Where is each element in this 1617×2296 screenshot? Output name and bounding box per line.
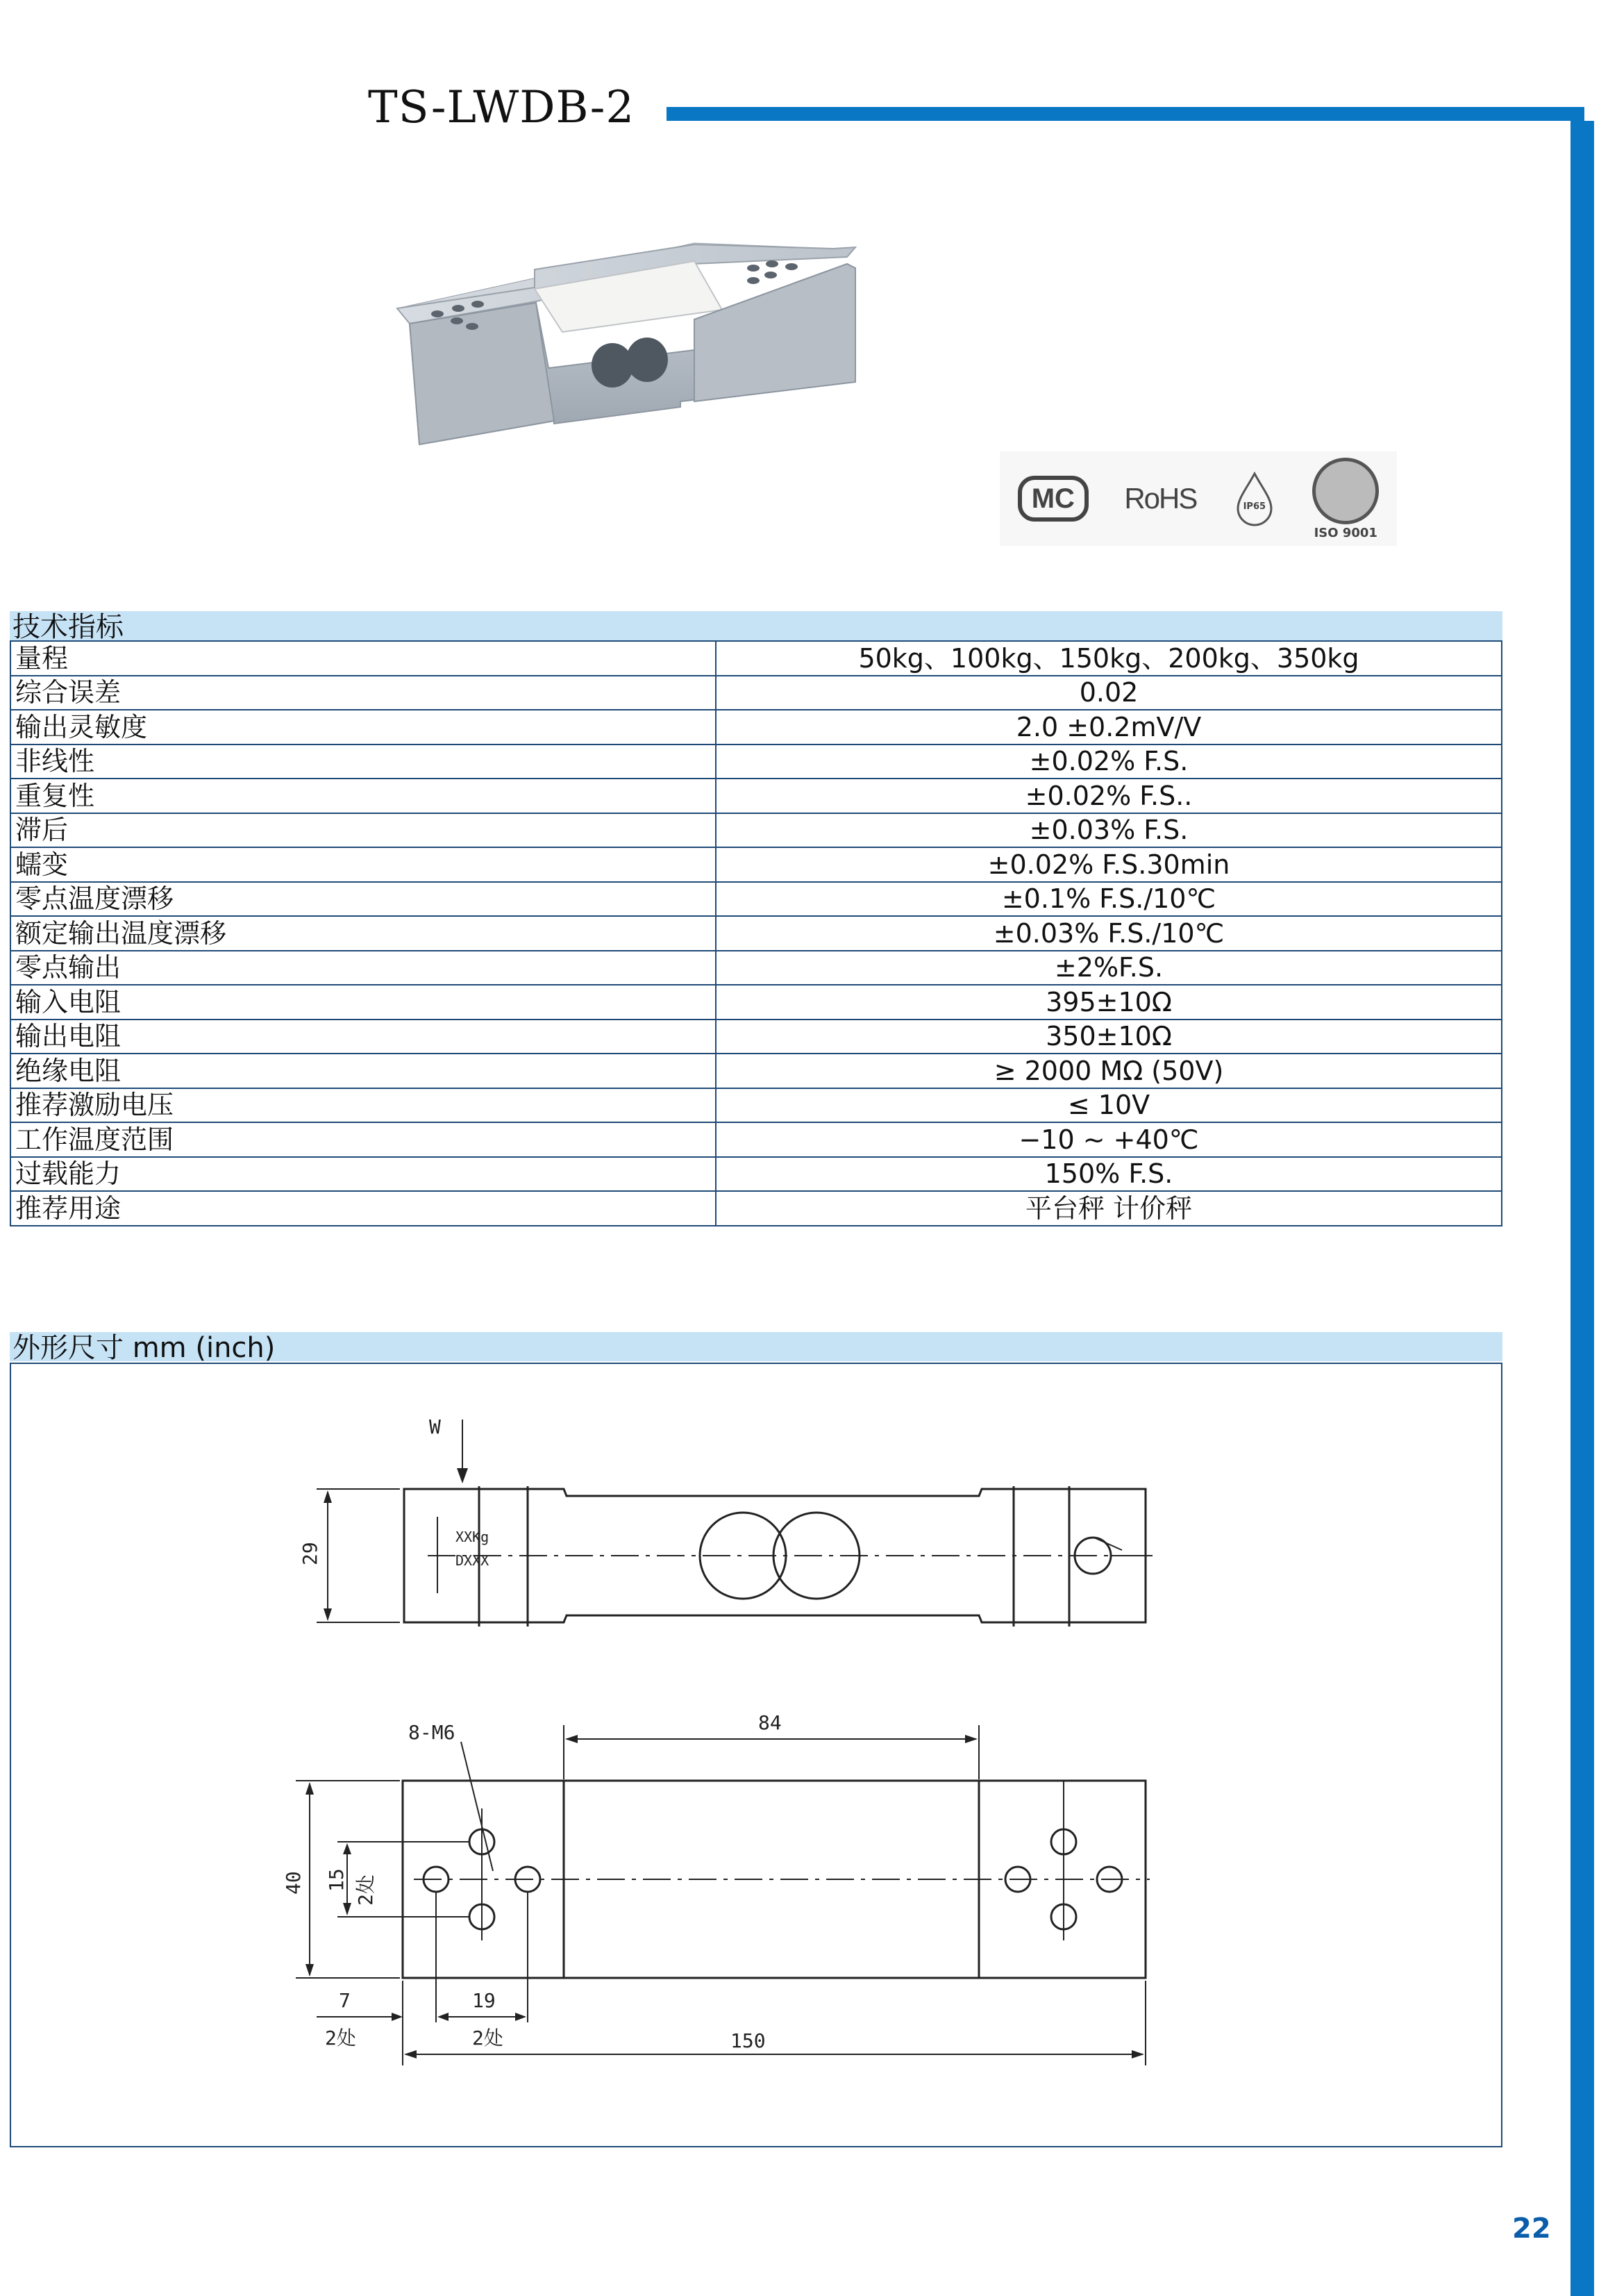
load-direction-label: W: [429, 1415, 441, 1438]
spec-label: 零点温度漂移: [10, 882, 716, 917]
spec-row: [10, 710, 1502, 744]
height-29-label: 29: [299, 1542, 321, 1565]
spec-row: [10, 744, 1502, 779]
spec-label: 推荐用途: [10, 1191, 716, 1226]
spec-value: ≤ 10V: [716, 1088, 1502, 1123]
page-number: 22: [1512, 2213, 1551, 2245]
spec-value: ±0.03% F.S./10℃: [716, 916, 1502, 951]
iso-seal-icon: [1312, 458, 1379, 524]
spec-label: 过载能力: [10, 1157, 716, 1192]
width-40-label: 40: [282, 1871, 305, 1895]
spec-row: [10, 1054, 1502, 1088]
spec-value: 2.0 ±0.2mV/V: [716, 710, 1502, 744]
load-cell-image: [389, 236, 875, 458]
length-150-label: 150: [730, 2029, 766, 2052]
mc-logo: MC: [1018, 476, 1089, 522]
side-accent-bar: [1570, 121, 1594, 2296]
spec-label: 输入电阻: [10, 985, 716, 1020]
spec-label: 输出电阻: [10, 1020, 716, 1054]
ip65-label: IP65: [1243, 501, 1266, 512]
spec-label: 输出灵敏度: [10, 710, 716, 744]
spec-label: 推荐激励电压: [10, 1088, 716, 1123]
spec-label: 滞后: [10, 813, 716, 848]
dimension-drawing: [11, 1364, 1501, 2146]
spec-table: [10, 640, 1502, 1226]
spec-value: ±0.02% F.S.30min: [716, 847, 1502, 882]
spec-row: [10, 882, 1502, 917]
spec-value: ±0.03% F.S.: [716, 813, 1502, 848]
spec-heading: 技术指标: [10, 611, 1502, 640]
spec-row: [10, 951, 1502, 985]
spec-row: [10, 1157, 1502, 1192]
spec-label: 量程: [10, 641, 716, 676]
spec-row: [10, 847, 1502, 882]
spec-value: 150% F.S.: [716, 1157, 1502, 1192]
code-mark: DXXX: [455, 1552, 489, 1569]
spec-label: 零点输出: [10, 951, 716, 985]
dimension-drawing-box: [10, 1363, 1502, 2147]
spec-label: 蠕变: [10, 847, 716, 882]
spec-value: ±2%F.S.: [716, 951, 1502, 985]
rohs-logo: RoHS: [1124, 482, 1197, 515]
dimension-heading: 外形尺寸 mm (inch): [10, 1332, 1502, 1361]
spec-value: 0.02: [716, 676, 1502, 710]
spec-label: 综合误差: [10, 676, 716, 710]
iso-label: ISO 9001: [1314, 525, 1377, 540]
spec-row: [10, 1088, 1502, 1123]
spec-row: [10, 1122, 1502, 1157]
spec-row: [10, 779, 1502, 813]
spacing-19-label: 19: [472, 1989, 496, 2012]
qty-note-center: 2处: [472, 2027, 503, 2049]
spec-value: −10 ~ +40℃: [716, 1122, 1502, 1157]
spec-value: ≥ 2000 MΩ (50V): [716, 1054, 1502, 1088]
thread-spec-label: 8-M6: [408, 1721, 455, 1744]
spec-value: ±0.1% F.S./10℃: [716, 882, 1502, 917]
spec-value: 平台秤 计价秤: [716, 1191, 1502, 1226]
spec-row: [10, 985, 1502, 1020]
spec-row: [10, 916, 1502, 951]
capacity-mark: XXKg: [455, 1529, 489, 1545]
offset-7-label: 7: [339, 1989, 351, 2012]
spec-value: 50kg、100kg、150kg、200kg、350kg: [716, 641, 1502, 676]
qty-note-left: 2处: [325, 2027, 356, 2049]
certification-logos: [1000, 451, 1397, 546]
spec-label: 非线性: [10, 744, 716, 779]
spec-row: [10, 1191, 1502, 1226]
spec-label: 工作温度范围: [10, 1122, 716, 1157]
spec-row: [10, 813, 1502, 848]
spec-value: 395±10Ω: [716, 985, 1502, 1020]
spec-row: [10, 641, 1502, 676]
spec-label: 重复性: [10, 779, 716, 813]
qty-note-vertical: 2处: [354, 1874, 377, 1906]
spec-value: 350±10Ω: [716, 1020, 1502, 1054]
width-84-label: 84: [758, 1711, 782, 1734]
spec-value: ±0.02% F.S.: [716, 744, 1502, 779]
spec-row: [10, 676, 1502, 710]
iso9001-logo: [1312, 458, 1379, 540]
ip65-logo: [1232, 471, 1277, 526]
spec-label: 绝缘电阻: [10, 1054, 716, 1088]
product-title: TS-LWDB-2: [368, 82, 635, 133]
spec-value: ±0.02% F.S..: [716, 779, 1502, 813]
spacing-15-label: 15: [325, 1868, 348, 1892]
spec-label: 额定输出温度漂移: [10, 916, 716, 951]
title-accent-bar: [667, 107, 1584, 121]
spec-row: [10, 1020, 1502, 1054]
